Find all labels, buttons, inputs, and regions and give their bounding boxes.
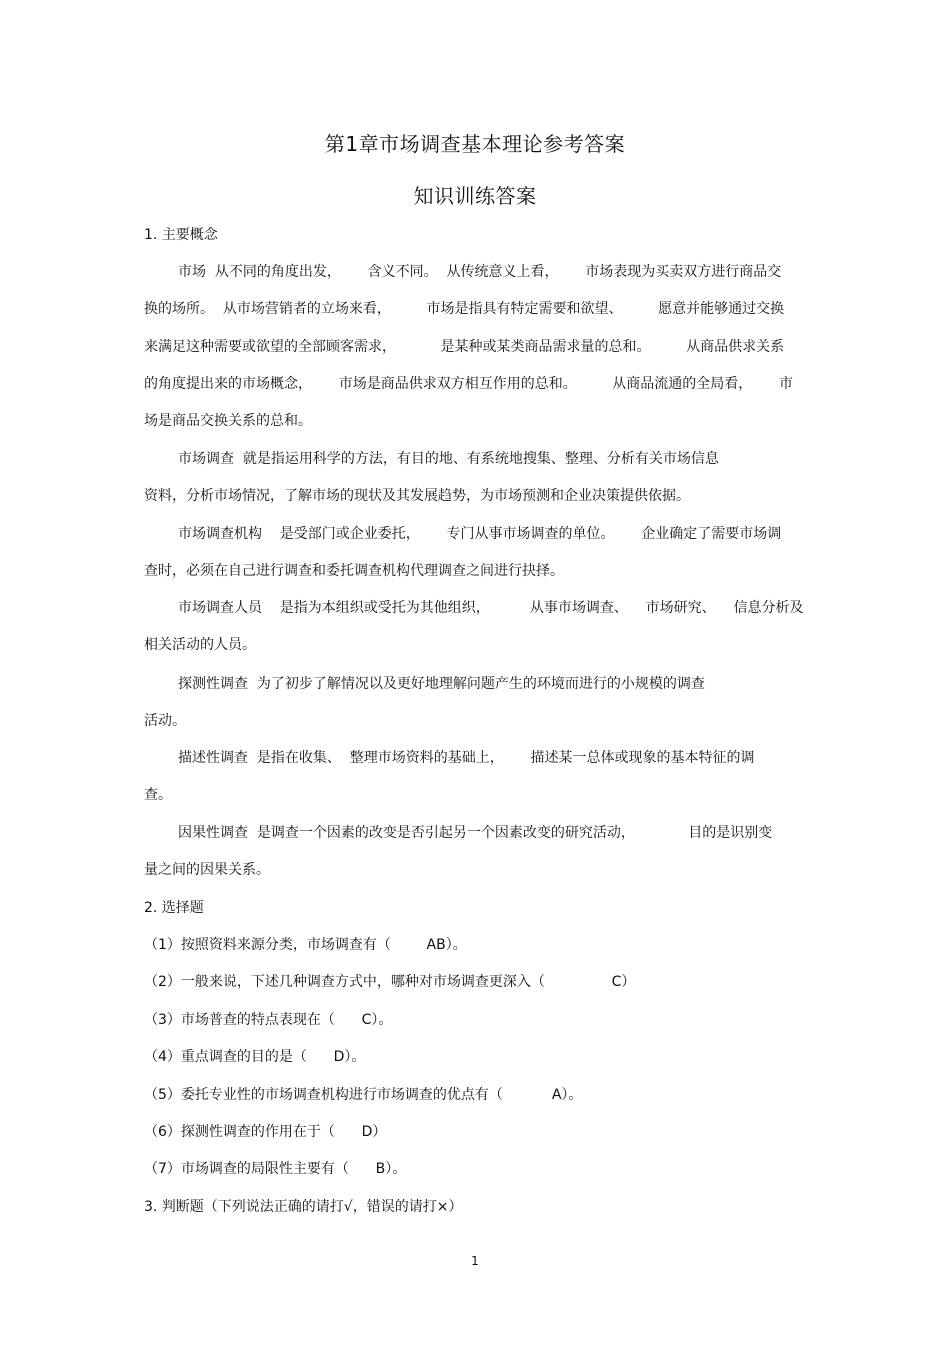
page-subtitle: 知识训练答案: [413, 184, 537, 208]
choice-item: （5）委托专业性的市场调查机构进行市场调查的优点有（ A）。: [144, 1087, 583, 1103]
paragraph-line: 相关活动的人员。: [144, 637, 256, 653]
page-number: 1: [471, 1254, 479, 1268]
paragraph-line: 市场调查机构 是受部门或企业委托， 专门从事市场调查的单位。 企业确定了需要市场调: [178, 526, 782, 542]
choice-item: （3）市场普查的特点表现在（ C）。: [144, 1012, 393, 1028]
choice-item: （1）按照资料来源分类，市场调查有（ AB）。: [144, 937, 467, 953]
paragraph-line: 市场调查 就是指运用科学的方法，有目的地、有系统地搜集、整理、分析有关市场信息: [178, 451, 719, 467]
paragraph-line: 市场调查人员 是指为本组织或受托为其他组织， 从事市场调查、 市场研究、 信息分析及: [178, 600, 804, 616]
choice-item: （4）重点调查的目的是（ D）。: [144, 1049, 366, 1065]
paragraph-line: 因果性调查 是调查一个因素的改变是否引起另一个因素改变的研究活动， 目的是识别变: [178, 825, 773, 841]
page-title: 第1章市场调查基本理论参考答案: [324, 132, 626, 156]
section-heading-judgement: 3. 判断题（下列说法正确的请打√，错误的请打×）: [144, 1199, 463, 1215]
paragraph-line: 活动。: [144, 713, 186, 729]
paragraph-line: 资料，分析市场情况，了解市场的现状及其发展趋势，为市场预测和企业决策提供依据。: [144, 488, 690, 504]
choice-item: （2）一般来说，下述几种调查方式中，哪种对市场调查更深入（ C）: [144, 974, 636, 990]
paragraph-line: 市场 从不同的角度出发， 含义不同。 从传统意义上看， 市场表现为买卖双方进行商品交: [178, 264, 782, 280]
paragraph-line: 描述性调查 是指在收集、 整理市场资料的基础上， 描述某一总体或现象的基本特征的调: [178, 750, 755, 766]
paragraph-line: 量之间的因果关系。: [144, 862, 270, 878]
paragraph-line: 场是商品交换关系的总和。: [144, 413, 312, 429]
paragraph-line: 查。: [144, 787, 172, 803]
paragraph-line: 来满足这种需要或欲望的全部顾客需求， 是某种或某类商品需求量的总和。 从商品供求关系: [144, 339, 785, 355]
choice-item: （6）探测性调查的作用在于（ D）: [144, 1124, 387, 1140]
paragraph-line: 换的场所。 从市场营销者的立场来看， 市场是指具有特定需要和欲望、 愿意并能够通过交换: [144, 301, 785, 317]
section-heading-concepts: 1. 主要概念: [144, 227, 218, 243]
paragraph-line: 的角度提出来的市场概念， 市场是商品供求双方相互作用的总和。 从商品流通的全局看， 市: [144, 376, 794, 392]
paragraph-line: 探测性调查 为了初步了解情况以及更好地理解问题产生的环境而进行的小规模的调查: [178, 676, 705, 692]
paragraph-line: 查时，必须在自己进行调查和委托调查机构代理调查之间进行抉择。: [144, 563, 564, 579]
choice-item: （7）市场调查的局限性主要有（ B）。: [144, 1161, 407, 1177]
section-heading-choice: 2. 选择题: [144, 900, 204, 916]
